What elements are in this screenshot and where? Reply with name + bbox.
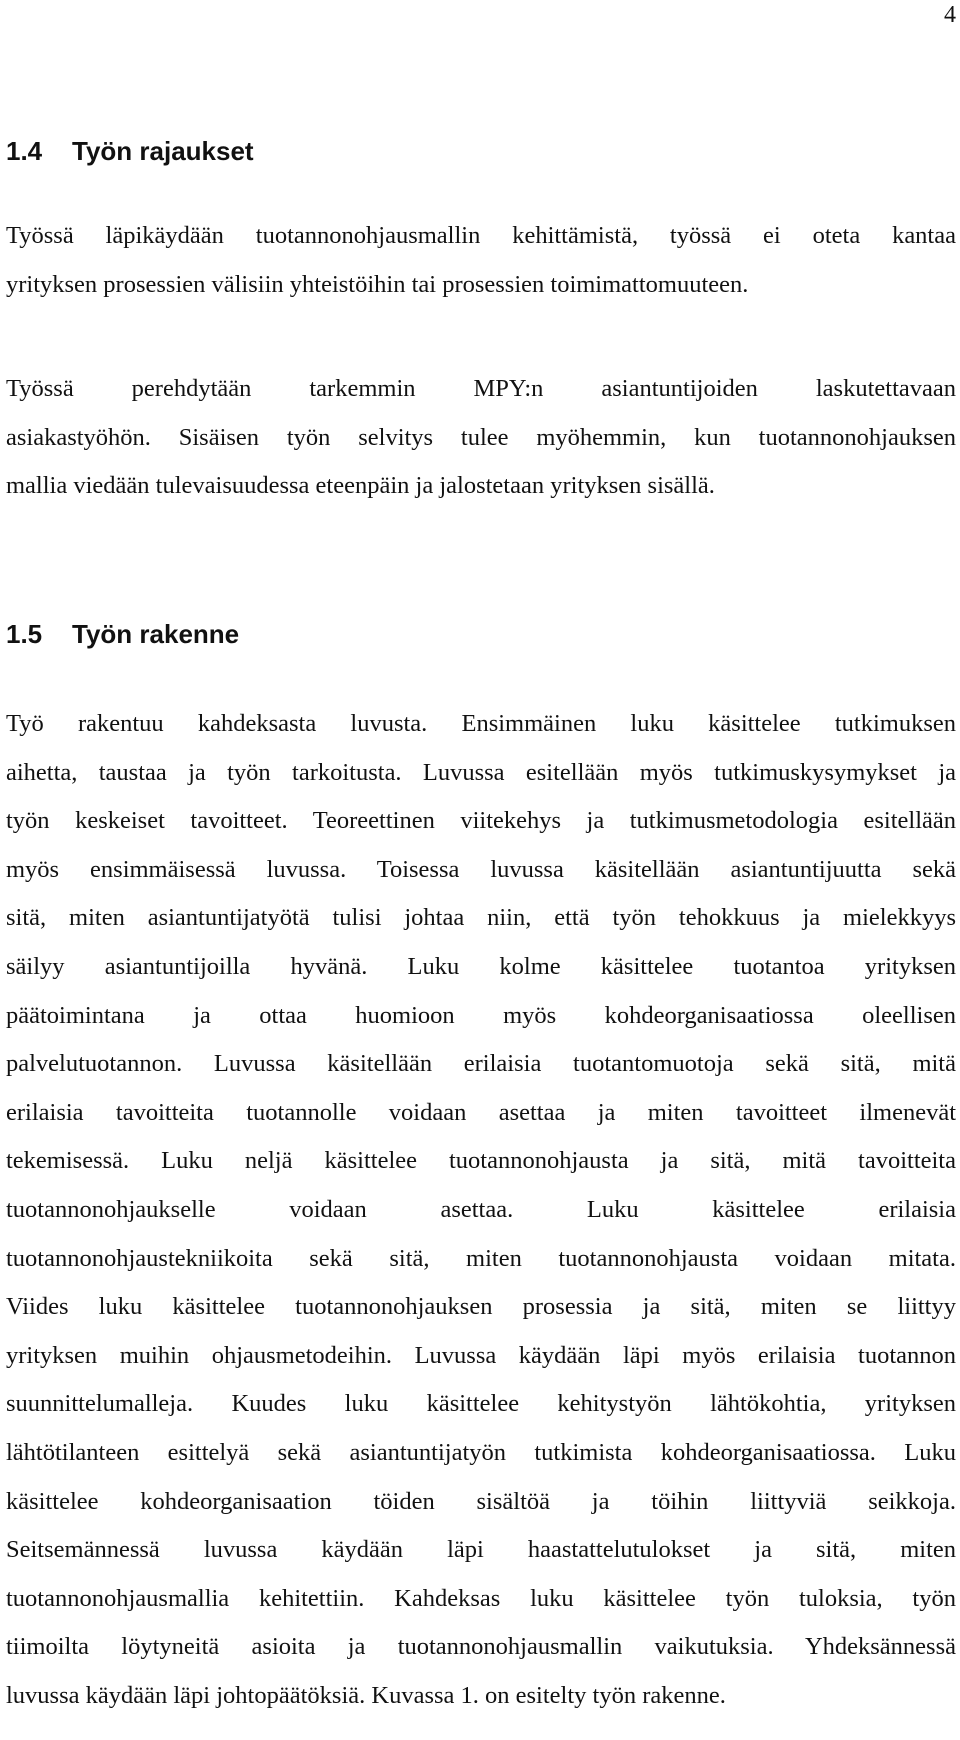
text-line: yrityksen muihin ohjausmetodeihin. Luvussa käydään läpi myös erilaisia tuotannon [6,1341,956,1369]
text-line: tuotannonohjaukselle voidaan asettaa. Luku käsittelee erilaisia [6,1195,956,1223]
text-line: mallia viedään tulevaisuudessa eteenpäin ja jalostetaan yrityksen sisällä. [6,472,715,500]
text-line: työn keskeiset tavoitteet. Teoreettinen viitekehys ja tutkimusmetodologia esitellään [6,807,956,835]
section-title: Työn rakenne [72,619,240,649]
text-line: Seitsemännessä luvussa käydään läpi haastattelutulokset ja sitä, miten [6,1536,956,1564]
text-line: myös ensimmäisessä luvussa. Toisessa luvussa käsitellään asiantuntijuutta sekä [6,855,956,883]
text-line: tekemisessä. Luku neljä käsittelee tuotannonohjausta ja sitä, mitä tavoitteita [6,1147,956,1175]
paragraph [6,365,956,511]
text-line: tuotannonohjausmallia kehitettiin. Kahdeksas luku käsittelee työn tuloksia, työn [6,1584,956,1612]
section-title: Työn rajaukset [72,136,254,166]
section-heading-1-4 [6,136,254,167]
text-line: palvelutuotannon. Luvussa käsitellään erilaisia tuotantomuotoja sekä sitä, mitä [6,1050,956,1078]
text-line: luvussa käydään läpi johtopäätöksiä. Kuvassa 1. on esitelty työn rakenne. [6,1681,726,1709]
text-line: lähtötilanteen esittelyä sekä asiantuntijatyön tutkimista kohdeorganisaatiossa. Luku [6,1438,956,1466]
text-line: säilyy asiantuntijoilla hyvänä. Luku kolme käsittelee tuotantoa yrityksen [6,952,956,980]
page-number: 4 [944,2,956,28]
text-line: asiakastyöhön. Sisäisen työn selvitys tulee myöhemmin, kun tuotannonohjauksen [6,423,956,451]
text-line: erilaisia tavoitteita tuotannolle voidaan asettaa ja miten tavoitteet ilmenevät [6,1098,956,1126]
text-line: sitä, miten asiantuntijatyötä tulisi johtaa niin, että työn tehokkuus ja mielekkyys [6,904,956,932]
paragraph [6,700,956,1720]
text-line: Viides luku käsittelee tuotannonohjauksen prosessia ja sitä, miten se liittyy [6,1293,956,1321]
section-number: 1.4 [6,136,43,166]
text-line: päätoimintana ja ottaa huomioon myös kohdeorganisaatiossa oleellisen [6,1001,956,1029]
text-line: Työssä perehdytään tarkemmin MPY:n asiantuntijoiden laskutettavaan [6,375,956,402]
text-line: Työ rakentuu kahdeksasta luvusta. Ensimmäinen luku käsittelee tutkimuksen [6,710,956,737]
text-line: aihetta, taustaa ja työn tarkoitusta. Luvussa esitellään myös tutkimuskysymykset ja [6,758,956,786]
section-heading-1-5 [6,619,239,650]
text-line: tuotannonohjaustekniikoita sekä sitä, miten tuotannonohjausta voidaan mitata. [6,1244,956,1272]
text-line: käsittelee kohdeorganisaation töiden sisältöä ja töihin liittyviä seikkoja. [6,1487,956,1515]
text-line: Työssä läpikäydään tuotannonohjausmallin kehittämistä, työssä ei oteta kantaa [6,222,956,249]
paragraph [6,212,956,309]
text-line: yrityksen prosessien välisiin yhteistöihin tai prosessien toimimattomuuteen. [6,270,749,298]
text-line: suunnittelumalleja. Kuudes luku käsittelee kehitystyön lähtökohtia, yrityksen [6,1390,956,1418]
text-line: tiimoilta löytyneitä asioita ja tuotannonohjausmallin vaikutuksia. Yhdeksännessä [6,1633,956,1661]
section-number: 1.5 [6,619,43,649]
